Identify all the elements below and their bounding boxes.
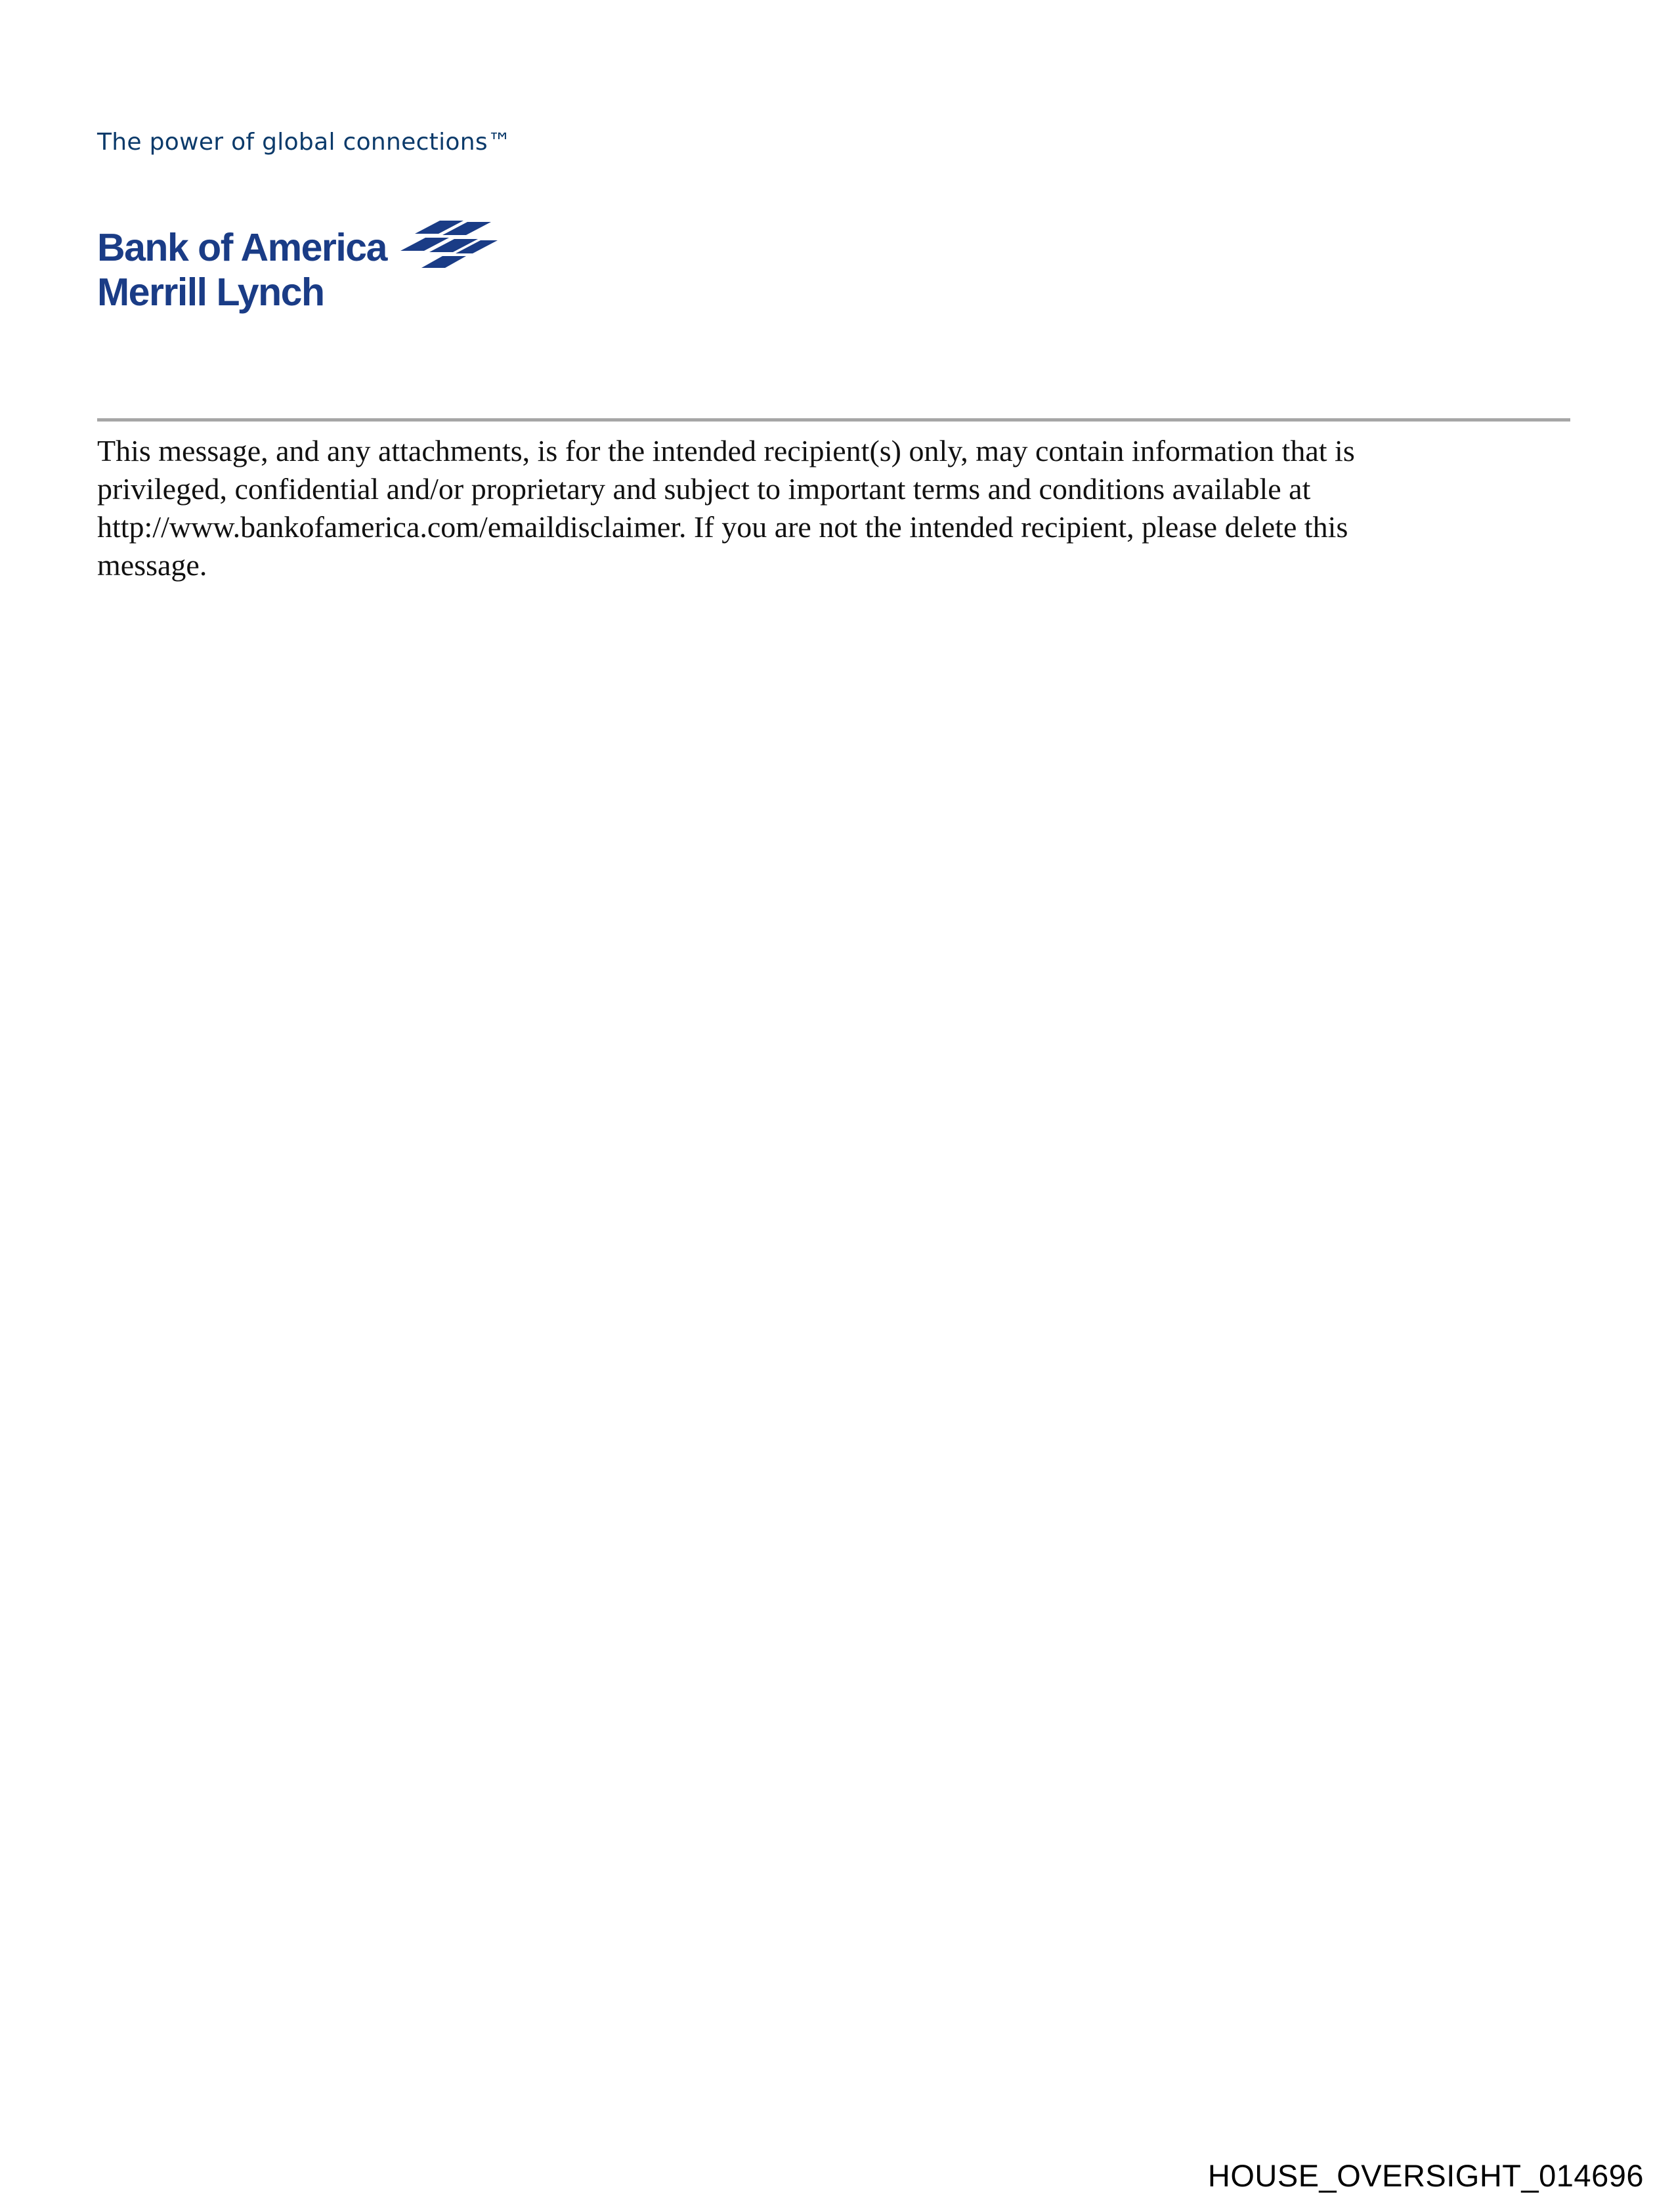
disclaimer-line: This message, and any attachments, is for the intended recipient(s) only, may contain information that is	[97, 434, 1355, 467]
divider-rule	[97, 418, 1570, 422]
logo-line-bank-of-america: Bank of America	[97, 226, 387, 269]
tagline: The power of global connections™	[97, 129, 512, 156]
disclaimer-line: privileged, confidential and/or proprietary and subject to important terms and conditions available at	[97, 472, 1311, 506]
bank-logo	[97, 217, 498, 322]
document-id: HOUSE_OVERSIGHT_014696	[1207, 2158, 1644, 2193]
flag-icon	[399, 218, 498, 271]
logo-line-merrill-lynch: Merrill Lynch	[97, 271, 324, 314]
disclaimer-line: http://www.bankofamerica.com/emaildisclaimer. If you are not the intended recipient, please delete this	[97, 510, 1348, 544]
disclaimer-line: message.	[97, 548, 207, 582]
email-disclaimer	[97, 432, 1528, 584]
